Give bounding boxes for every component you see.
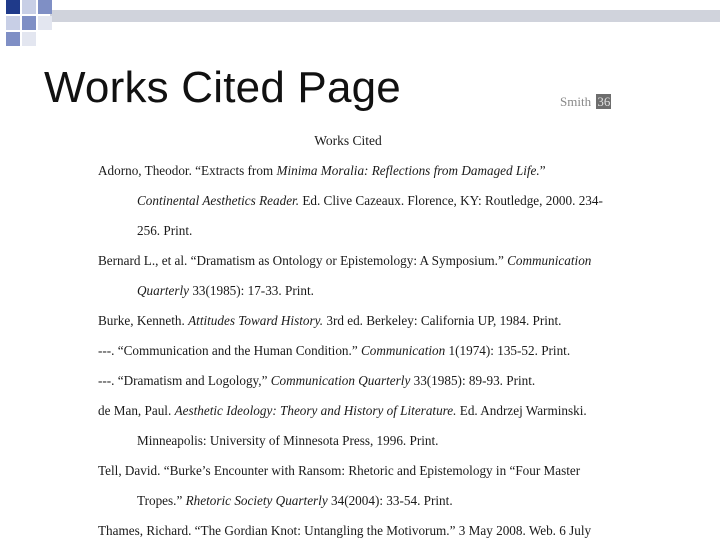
running-head	[560, 94, 611, 110]
works-cited-heading: Works Cited	[314, 133, 382, 148]
citation-line: Burke, Kenneth. Attitudes Toward History. 3rd ed. Berkeley: California UP, 1984. Print.	[98, 313, 562, 328]
citation-line: Tropes.” Rhetoric Society Quarterly 34(2004): 33-54. Print.	[137, 493, 453, 508]
square-decoration	[38, 0, 52, 14]
running-head-name: Smith	[560, 94, 592, 109]
citation-line: Adorno, Theodor. “Extracts from Minima Moralia: Reflections from Damaged Life.”	[98, 163, 546, 178]
citation-line: Minneapolis: University of Minnesota Press, 1996. Print.	[137, 433, 439, 448]
square-decoration	[6, 16, 20, 30]
citation-line: Bernard L., et al. “Dramatism as Ontology or Epistemology: A Symposium.” Communication	[98, 253, 592, 268]
citation-line: ---. “Communication and the Human Condition.” Communication 1(1974): 135-52. Print.	[98, 343, 571, 358]
header-bar	[50, 10, 720, 22]
square-decoration	[22, 0, 36, 14]
citation-line: Thames, Richard. “The Gordian Knot: Untangling the Motivorum.” 3 May 2008. Web. 6 July	[98, 523, 592, 538]
citation-line: de Man, Paul. Aesthetic Ideology: Theory and History of Literature. Ed. Andrzej Warminski.	[98, 403, 587, 418]
square-decoration	[22, 32, 36, 46]
decorative-squares	[0, 0, 720, 48]
citation-line: Tell, David. “Burke’s Encounter with Ransom: Rhetoric and Epistemology in “Four Master	[98, 463, 581, 478]
square-decoration	[6, 0, 20, 14]
slide-title: Works Cited Page	[44, 63, 401, 112]
citation-line: Continental Aesthetics Reader. Ed. Clive Cazeaux. Florence, KY: Routledge, 2000. 234-	[137, 193, 603, 208]
running-head-page-number: 36	[597, 94, 611, 109]
document-image	[88, 94, 628, 540]
square-decoration	[6, 32, 20, 46]
citation-line: ---. “Dramatism and Logology,” Communication Quarterly 33(1985): 89-93. Print.	[98, 373, 536, 388]
square-decoration	[22, 16, 36, 30]
citation-line: Quarterly 33(1985): 17-33. Print.	[137, 283, 314, 298]
square-decoration	[38, 16, 52, 30]
citation-line: 256. Print.	[137, 223, 193, 238]
